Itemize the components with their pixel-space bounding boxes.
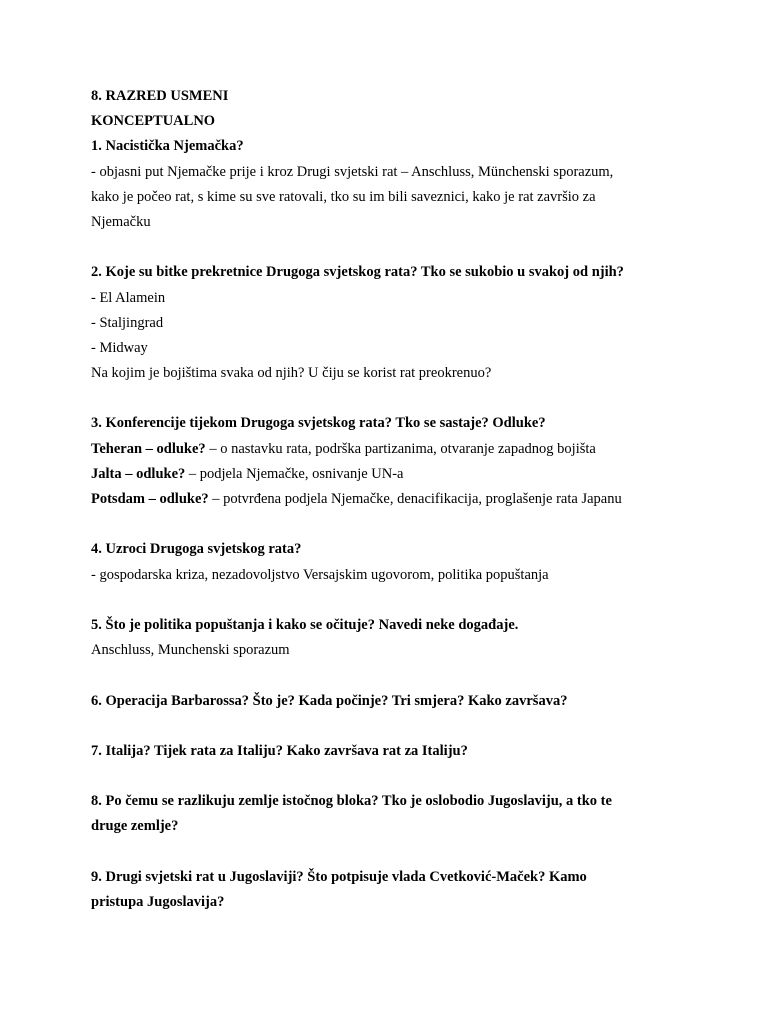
question-7-heading: 7. Italija? Tijek rata za Italiju? Kako završava rat za Italiju? — [91, 742, 468, 759]
question-1-heading: 1. Nacistička Njemačka? — [91, 138, 244, 155]
conference-label: Teheran – odluke? — [91, 440, 206, 457]
question-4-heading: 4. Uzroci Drugoga svjetskog rata? — [91, 541, 302, 558]
question-4-text: - gospodarska kriza, nezadovoljstvo Versajskim ugovorom, politika popuštanja — [91, 566, 549, 583]
conference-row — [91, 487, 691, 512]
section-heading: KONCEPTUALNO — [91, 113, 216, 130]
conference-label: Potsdam – odluke? — [91, 491, 209, 507]
question-6-heading: 6. Operacija Barbarossa? Što je? Kada počinje? Tri smjera? Kako završava? — [91, 692, 568, 709]
question-9-heading: 9. Drugi svjetski rat u Jugoslaviji? Što potpisuje vlada Cvetković-Maček? Kamo — [91, 868, 587, 885]
question-1-text: Njemačku — [91, 213, 151, 230]
question-5-heading: 5. Što je politika popuštanja i kako se očituje? Navedi neke događaje. — [91, 616, 519, 633]
question-8-heading: 8. Po čemu se razlikuju zemlje istočnog bloka? Tko je oslobodio Jugoslaviju, a tko te — [91, 793, 612, 810]
question-2-text: Na kojim je bojištima svaka od njih? U čiju se korist rat preokrenuo? — [91, 365, 492, 382]
question-5-text: Anschluss, Munchenski sporazum — [91, 642, 290, 659]
question-2-item: - Midway — [91, 339, 148, 356]
conference-label: Jalta – odluke? — [91, 465, 186, 482]
question-9-heading: pristupa Jugoslavija? — [91, 894, 225, 910]
question-2-heading: 2. Koje su bitke prekretnice Drugoga svjetskog rata? Tko se sukobio u svakoj od njih? — [91, 264, 624, 281]
question-8-heading: druge zemlje? — [91, 818, 179, 835]
question-1-text: kako je počeo rat, s kime su sve ratovali, tko su im bili saveznici, kako je rat završio za — [91, 188, 596, 205]
document-page — [91, 84, 691, 915]
conference-text: – potvrđena podjela Njemačke, denacifikacija, proglašenje rata Japanu — [208, 491, 622, 507]
question-2-item: - Staljingrad — [91, 314, 164, 331]
conference-row — [91, 462, 691, 487]
document-title: 8. RAZRED USMENI — [91, 88, 229, 104]
question-1-text: - objasni put Njemačke prije i kroz Drugi svjetski rat – Anschluss, Münchenski sporazum, — [91, 163, 614, 180]
conference-row — [91, 437, 691, 462]
conference-text: – podjela Njemačke, osnivanje UN-a — [185, 465, 404, 482]
question-2-item: - El Alamein — [91, 289, 166, 306]
question-3-heading: 3. Konferencije tijekom Drugoga svjetskog rata? Tko se sastaje? Odluke? — [91, 415, 546, 432]
conference-text: – o nastavku rata, podrška partizanima, otvaranje zapadnog bojišta — [205, 440, 596, 457]
